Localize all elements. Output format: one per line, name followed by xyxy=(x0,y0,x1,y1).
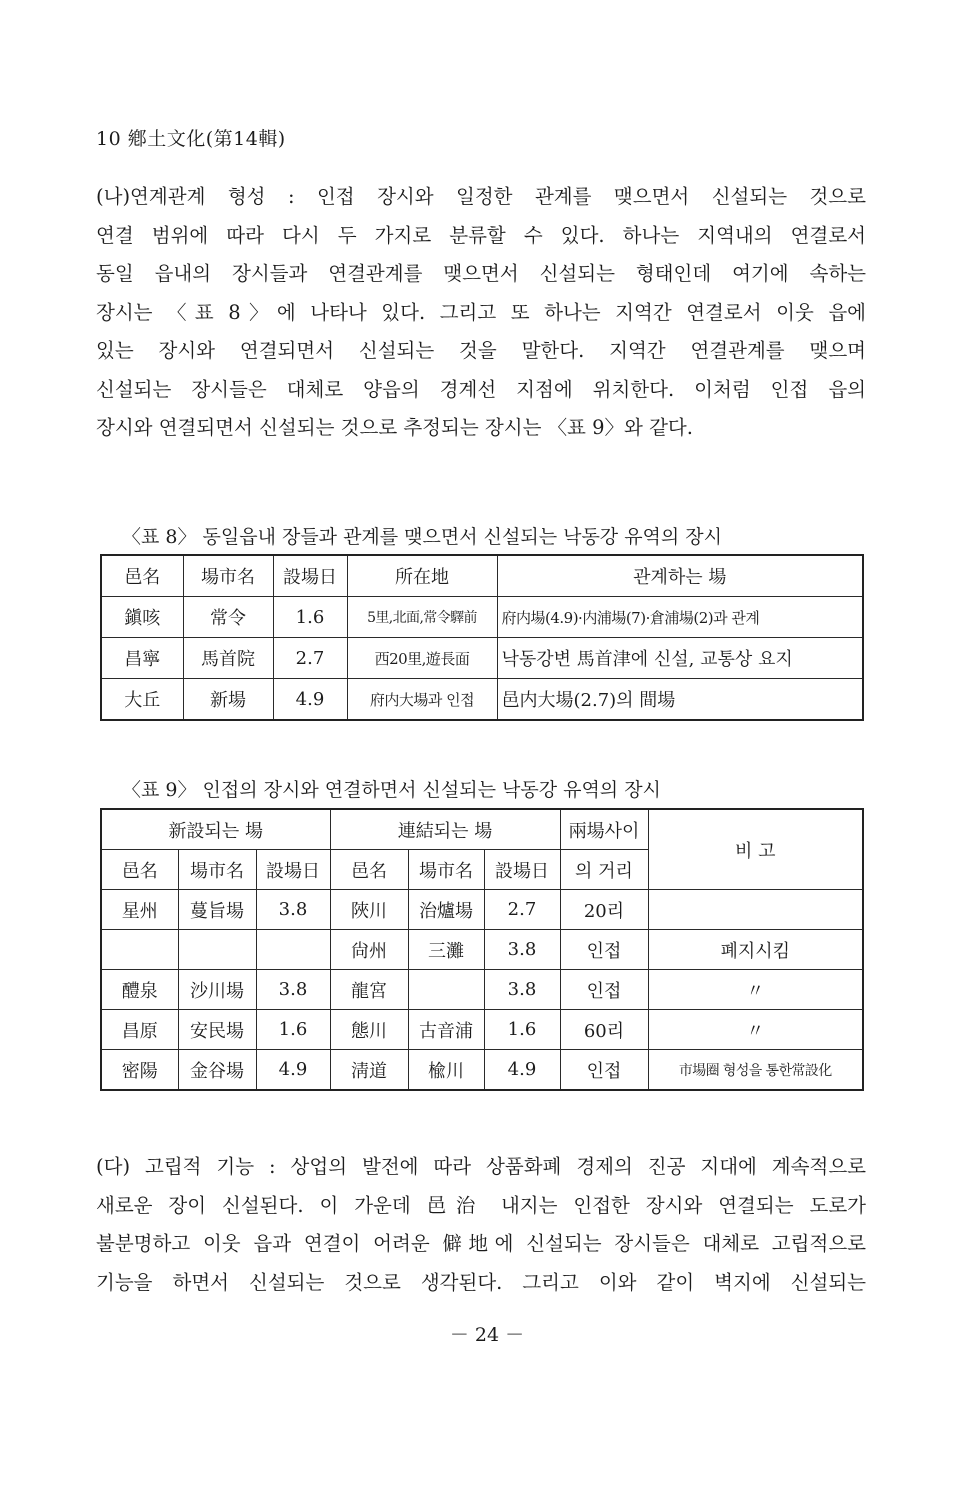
header-cell: 邑名 xyxy=(330,850,408,890)
table-cell: 府内場(4.9)·内浦場(7)·倉浦場(2)과 관계 xyxy=(497,597,863,638)
table-cell: 인접 xyxy=(560,930,648,970)
table-cell: 蔓旨場 xyxy=(178,890,256,930)
table-cell: 馬首院 xyxy=(183,638,273,679)
header-cell: 設場日 xyxy=(484,850,560,890)
table-cell: 龍宮 xyxy=(330,970,408,1010)
table-cell: 府内大場과 인접 xyxy=(347,679,497,721)
table-cell: 폐지시킴 xyxy=(648,930,863,970)
table-cell: 1.6 xyxy=(256,1010,330,1050)
table-cell: 邑内大場(2.7)의 間場 xyxy=(497,679,863,721)
table-cell: 4.9 xyxy=(256,1050,330,1091)
table-group-header-row xyxy=(101,809,863,850)
table-row xyxy=(101,679,863,721)
text-line: 연결 범위에 따라 다시 두 가지로 분류할 수 있다. 하나는 지역내의 연결로서 xyxy=(96,223,866,247)
table-row xyxy=(101,1010,863,1050)
header-cell: 場市名 xyxy=(408,850,484,890)
text-line: 동일 읍내의 장시들과 연결관계를 맺으면서 신설되는 형태인데 여기에 속하는 xyxy=(96,262,866,285)
table-row xyxy=(101,597,863,638)
table-cell: 昌原 xyxy=(101,1010,178,1050)
table-cell: 昌寧 xyxy=(101,638,183,679)
table-cell: 〃 xyxy=(648,970,863,1010)
table-cell: 鎭咳 xyxy=(101,597,183,638)
table-cell: 治爐場 xyxy=(408,890,484,930)
table-cell: 3.8 xyxy=(256,970,330,1010)
table-cell: 3.8 xyxy=(484,930,560,970)
table-cell: 沙川場 xyxy=(178,970,256,1010)
table-8-caption: 〈표 8〉 동일읍내 장들과 관계를 맺으면서 신설되는 낙동강 유역의 장시 xyxy=(122,526,723,548)
text-line: (다) 고립적 기능 : 상업의 발전에 따라 상품화폐 경제의 진공 지대에 계속적으로 xyxy=(96,1155,866,1178)
text-line: 기능을 하면서 신설되는 것으로 생각된다. 그리고 이와 같이 벽지에 신설되는 xyxy=(96,1270,866,1294)
header-cell: 場市名 xyxy=(178,850,256,890)
table-cell: 安民場 xyxy=(178,1010,256,1050)
text-line: 불분명하고 이웃 읍과 연결이 어려운 僻地에 신설되는 장시들은 대체로 고립적으로 xyxy=(96,1232,866,1255)
text-line: 있는 장시와 연결되면서 신설되는 것을 말한다. 지역간 연결관계를 맺으며 xyxy=(96,339,866,362)
table-header-row xyxy=(101,555,863,597)
text-line: (나)연계관계 형성 : 인접 장시와 일정한 관계를 맺으면서 신설되는 것으로 xyxy=(96,185,866,208)
table-cell: 3.8 xyxy=(484,970,560,1010)
table-cell: 3.8 xyxy=(256,890,330,930)
header-cell: 관계하는 場 xyxy=(497,555,863,597)
paragraph-isolated-function xyxy=(96,1148,866,1302)
table-cell: 新場 xyxy=(183,679,273,721)
table-cell: 市場圈 형성을 통한常設化 xyxy=(648,1050,863,1091)
table-cell: 常令 xyxy=(183,597,273,638)
table-cell: 陜川 xyxy=(330,890,408,930)
table-cell: 密陽 xyxy=(101,1050,178,1091)
header-cell-note: 비 고 xyxy=(648,809,863,890)
header-cell: 邑名 xyxy=(101,555,183,597)
table-cell: 60리 xyxy=(560,1010,648,1050)
table-cell: 2.7 xyxy=(273,638,347,679)
table-cell: 20리 xyxy=(560,890,648,930)
table-cell: 5里,北面,常令驛前 xyxy=(347,597,497,638)
table-cell: 4.9 xyxy=(484,1050,560,1091)
table-9 xyxy=(100,808,864,1091)
header-cell: 場市名 xyxy=(183,555,273,597)
header-cell-distance: 兩場사이 xyxy=(560,809,648,850)
table-row xyxy=(101,1050,863,1091)
table-row xyxy=(101,890,863,930)
table-cell xyxy=(101,930,178,970)
table-cell: 인접 xyxy=(560,1050,648,1091)
text-line: 신설되는 장시들은 대체로 양읍의 경계선 지점에 위치한다. 이처럼 인접 읍의 xyxy=(96,377,866,401)
table-cell xyxy=(256,930,330,970)
paragraph-linkage xyxy=(96,178,866,448)
table-cell: 古音浦 xyxy=(408,1010,484,1050)
running-header: 10 鄕土文化(第14輯) xyxy=(96,128,286,150)
header-cell-new-market: 新設되는 場 xyxy=(101,809,330,850)
table-cell: 三灘 xyxy=(408,930,484,970)
table-row xyxy=(101,638,863,679)
table-cell: 金谷場 xyxy=(178,1050,256,1091)
table-cell: 낙동강변 馬首津에 신설, 교통상 요지 xyxy=(497,638,863,679)
table-cell: 인접 xyxy=(560,970,648,1010)
page-number: － 24 － xyxy=(449,1324,525,1346)
header-cell: 邑名 xyxy=(101,850,178,890)
table-cell: 醴泉 xyxy=(101,970,178,1010)
table-cell: 楡川 xyxy=(408,1050,484,1091)
table-cell: 1.6 xyxy=(273,597,347,638)
table-cell: 尙州 xyxy=(330,930,408,970)
table-cell: 大丘 xyxy=(101,679,183,721)
table-cell: 淸道 xyxy=(330,1050,408,1091)
table-8 xyxy=(100,554,864,721)
header-cell-linked-market: 連結되는 場 xyxy=(330,809,560,850)
table-cell: 態川 xyxy=(330,1010,408,1050)
table-cell xyxy=(178,930,256,970)
table-cell: 1.6 xyxy=(484,1010,560,1050)
table-cell: 2.7 xyxy=(484,890,560,930)
header-cell: 設場日 xyxy=(273,555,347,597)
table-cell: 西20里,遊長面 xyxy=(347,638,497,679)
header-cell: 設場日 xyxy=(256,850,330,890)
table-cell xyxy=(648,890,863,930)
table-cell: 星州 xyxy=(101,890,178,930)
text-line: 장시와 연결되면서 신설되는 것으로 추정되는 장시는 〈표 9〉와 같다. xyxy=(96,416,693,439)
text-line: 새로운 장이 신설된다. 이 가운데 邑治 내지는 인접한 장시와 연결되는 도로가 xyxy=(96,1193,866,1217)
header-cell: 所在地 xyxy=(347,555,497,597)
text-line: 장시는 〈표 8〉에 나타나 있다. 그리고 또 하나는 지역간 연결로서 이웃 읍에 xyxy=(96,300,866,324)
table-cell: 4.9 xyxy=(273,679,347,721)
table-cell xyxy=(408,970,484,1010)
table-row xyxy=(101,930,863,970)
table-9-caption: 〈표 9〉 인접의 장시와 연결하면서 신설되는 낙동강 유역의 장시 xyxy=(122,779,661,801)
header-cell-distance-2: 의 거리 xyxy=(560,850,648,890)
table-cell: 〃 xyxy=(648,1010,863,1050)
table-row xyxy=(101,970,863,1010)
